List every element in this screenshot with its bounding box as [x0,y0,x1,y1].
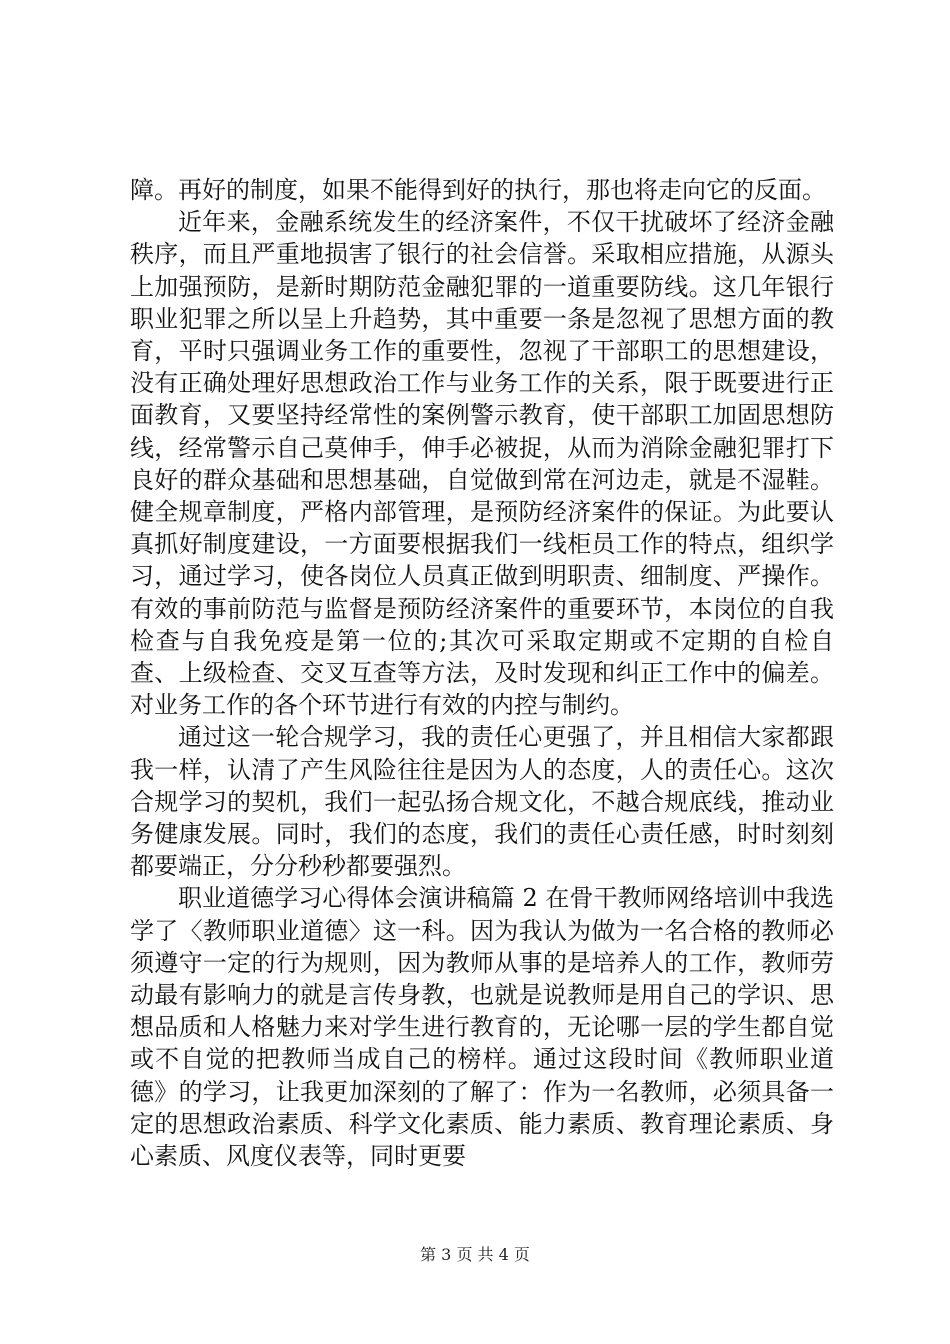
paragraph-1: 障。再好的制度，如果不能得到好的执行，那也将走向它的反面。 [130,176,826,204]
paragraph-4: 职业道德学习心得体会演讲稿篇 2 在骨干教师网络培训中我选学了〈教师职业道德〉这一科。因为我认为做为一名合格的教师必须遵守一定的行为规则，因为教师从事的是培养人的工作，教师劳动最有影响力的就是言传身教，也就是说教师是用自己的学识、思想品质和人格魅力来对学生进行教育的，无论哪一层的学生都自觉或不自觉的把教师当成自己的榜样。通过这段时间《教师职业道德》的学习，让我更加深刻的了解了：作为一名教师，必须具备一定的思想政治素质、科学文化素质、能力素质、教育理论素质、身心素质、风度仪表等，同时更要 [130,884,834,1171]
paragraph-2: 近年来，金融系统发生的经济案件，不仅干扰破坏了经济金融秩序，而且严重地损害了银行的社会信誉。采取相应措施，从源头上加强预防，是新时期防范金融犯罪的一道重要防线。这几年银行职业犯罪之所以呈上升趋势，其中重要一条是忽视了思想方面的教育，平时只强调业务工作的重要性，忽视了干部职工的思想建设，没有正确处理好思想政治工作与业务工作的关系，限于既要进行正面教育，又要坚持经常性的案例警示教育，使干部职工加固思想防线，经常警示自己莫伸手，伸手必被捉，从而为消除金融犯罪打下良好的群众基础和思想基础，自觉做到常在河边走，就是不湿鞋。健全规章制度，严格内部管理，是预防经济案件的保证。为此要认真抓好制度建设，一方面要根据我们一线柜员工作的特点，组织学习，通过学习，使各岗位人员真正做到明职责、细制度、严操作。有效的事前防范与监督是预防经济案件的重要环节，本岗位的自我检查与自我免疫是第一位的;其次可采取定期或不定期的自检自查、上级检查、交叉互查等方法，及时发现和纠正工作中的偏差。对业务工作的各个环节进行有效的内控与制约。 [130,208,834,720]
page-number-footer: 第 3 页 共 4 页 [420,1245,530,1264]
document-body [130,174,834,1172]
paragraph-3: 通过这一轮合规学习，我的责任心更强了，并且相信大家都跟我一样，认清了产生风险往往是因为人的态度，人的责任心。这次合规学习的契机，我们一起弘扬合规文化，不越合规底线，推动业务健康发展。同时，我们的态度，我们的责任心责任感，时时刻刻都要端正，分分秒秒都要强烈。 [130,723,834,881]
